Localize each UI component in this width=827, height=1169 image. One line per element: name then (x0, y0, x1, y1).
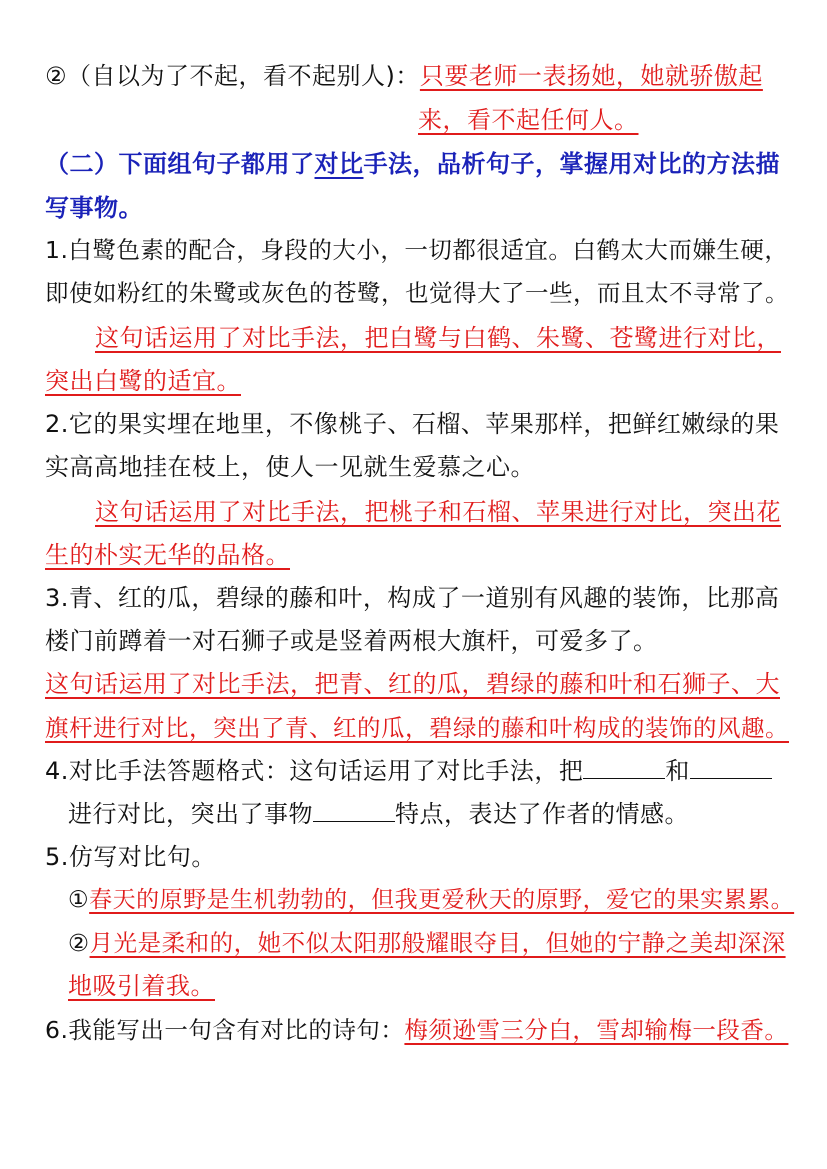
item-2-answer-text-2: 生的朴实无华的品格。 (45, 541, 290, 569)
item-3-question-line-1: 3.青、红的瓜，碧绿的藤和叶，构成了一道别有风趣的装饰，比那高 (45, 584, 780, 612)
item-2-answer-text-1: 这句话运用了对比手法，把桃子和石榴、苹果进行对比，突出花 (95, 498, 781, 526)
imitate-title: 5.仿写对比句。 (45, 843, 216, 871)
item-3-answer-line-2 (45, 708, 789, 748)
item-2-question-line-1: 2.它的果实埋在地里，不像桃子、石榴、苹果那样，把鲜红嫩绿的果 (45, 410, 780, 438)
poem-line (45, 1010, 788, 1050)
example-2-text-2: 地吸引着我。 (68, 972, 215, 1000)
item-1-answer-line-2 (45, 361, 241, 401)
prev-item-number: ② (45, 62, 68, 90)
example-2-text-1: 月光是柔和的，她不似太阳那般耀眼夺目，但她的宁静之美却深深 (89, 929, 786, 957)
section-heading-end: 写事物。 (45, 194, 143, 222)
section-heading-post: 手法，品析句子，掌握用对比的方法描 (363, 150, 780, 178)
item-3-question-line-2: 楼门前蹲着一对石狮子或是竖着两根大旗杆，可爱多了。 (45, 627, 658, 655)
poem-answer: 梅须逊雪三分白，雪却输梅一段香。 (404, 1016, 789, 1044)
prev-item-answer-2: 来，看不起任何人。 (418, 106, 639, 134)
item-2-answer-line-1 (95, 492, 781, 532)
item-1-answer-text-1: 这句话运用了对比手法，把白鹭与白鹤、朱鹭、苍鹭进行对比， (95, 324, 781, 352)
item-1-question-line-2: 即使如粉红的朱鹭或灰色的苍鹭，也觉得大了一些，而且太不寻常了。 (45, 279, 789, 307)
example-1-text: 春天的原野是生机勃勃的，但我更爱秋天的原野，爱它的果实累累。 (89, 887, 795, 913)
item-3-answer-line-1 (45, 664, 780, 704)
item-1-answer-line-1 (95, 318, 781, 358)
format-line-2 (68, 794, 689, 834)
item-3-answer-text-2: 旗杆进行对比，突出了青、红的瓜，碧绿的藤和叶构成的装饰的风趣。 (45, 714, 789, 742)
format-prefix: 4.对比手法答题格式：这句话运用了对比手法，把 (45, 757, 584, 785)
item-1-answer-text-2: 突出白鹭的适宜。 (45, 367, 241, 395)
prev-item-prompt: （自以为了不起，看不起别人)： (67, 62, 420, 90)
item-1-question-line-1: 1.白鹭色素的配合，身段的大小，一切都很适宜。白鹤太大而嫌生硬， (45, 236, 789, 264)
format-line-1 (45, 751, 772, 791)
format-blank-3[interactable] (313, 795, 395, 822)
poem-prompt: 6.我能写出一句含有对比的诗句： (45, 1016, 405, 1044)
example-2-number: ② (68, 929, 90, 957)
prev-item-line-1 (45, 56, 763, 96)
format-blank-1[interactable] (583, 752, 665, 779)
format-and: 和 (665, 757, 690, 785)
prev-item-line-2 (418, 100, 639, 140)
format-suffix: 特点，表达了作者的情感。 (395, 800, 689, 828)
item-2-question-line-2: 实高高地挂在枝上，使人一见就生爱慕之心。 (45, 453, 535, 481)
section-heading-line-1 (45, 144, 780, 184)
item-3-answer-text-1: 这句话运用了对比手法，把青、红的瓜，碧绿的藤和叶和石狮子、大 (45, 670, 780, 698)
prev-item-answer-1: 只要老师一表扬她，她就骄傲起 (419, 62, 763, 90)
section-heading-underlined: 对比 (314, 150, 364, 178)
format-blank-2[interactable] (690, 752, 772, 779)
imitate-example-2-line-2 (68, 966, 215, 1006)
item-2-answer-line-2 (45, 535, 290, 575)
section-heading-pre: （二）下面组句子都用了 (45, 150, 315, 178)
imitate-example-1 (68, 880, 794, 920)
imitate-example-2-line-1 (68, 923, 786, 963)
example-1-number: ① (68, 887, 90, 913)
format-middle: 进行对比，突出了事物 (68, 800, 313, 828)
section-heading-line-2 (45, 188, 143, 228)
